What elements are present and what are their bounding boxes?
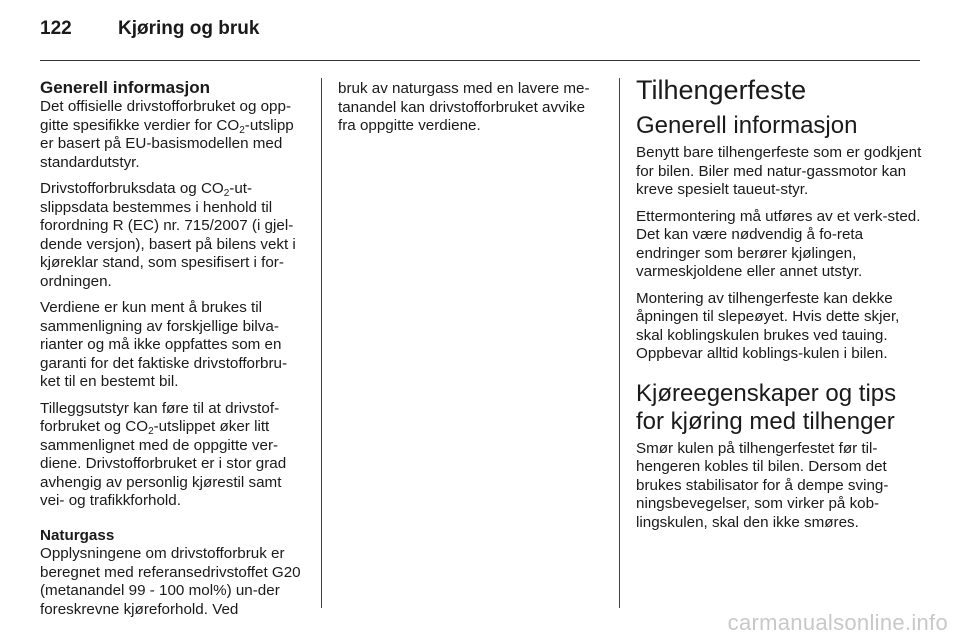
chapter-title: Kjøring og bruk: [118, 18, 260, 39]
section-heading: Kjøreegenskaper og tips for kjøring med tilhenger: [636, 379, 897, 435]
header-rule: [40, 60, 920, 61]
paragraph: Benytt bare tilhengerfeste som er godkjent for bilen. Biler med natur-gassmotor kan kreve spesielt taueut-styr.: [636, 144, 922, 198]
column-middle: [338, 80, 602, 144]
paragraph: Opplysningene om drivstofforbruk er beregnet med referansedrivstoffet G20 (metanandel 99 - 100 mol%) un-der foreskrevne kjøreforhold. Ved: [40, 545, 301, 618]
page-number: 122: [40, 18, 72, 39]
column-divider: [619, 78, 620, 608]
paragraph: Verdiene er kun ment å brukes til sammenligning av forskjellige bilva-rianter og må ikke oppfattes som en garanti for det faktiske drivstofforbru-ket til en bestemt bil.: [40, 299, 288, 390]
watermark: carmanualsonline.info: [727, 610, 948, 635]
column-divider: [321, 78, 322, 608]
paragraph: Montering av tilhengerfeste kan dekke åpningen til slepeøyet. Hvis dette skjer, skal koblingskulen brukes ved tauing. Oppbevar alltid koblings-kulen i bilen.: [636, 289, 900, 362]
page-header: [40, 18, 259, 48]
column-right: [636, 74, 922, 540]
paragraph: Tilleggsutstyr kan føre til at drivstof-forbruket og $CO_2$-utslippet øker litt sammenlignet med de oppgitte ver-diene. Drivstofforbruket er i stor grad avhengig av personlig kjørestil samt vei- og trafikkforhold.: [40, 399, 287, 509]
paragraph: Smør kulen på tilhengerfestet før til-hengeren kobles til bilen. Dersom det brukes stabilisator for å dempe sving-ningsbevegelser, som virker på kob-lingskulen, skal den ikke smøres.: [636, 439, 889, 531]
column-left: [40, 78, 306, 627]
paragraph: bruk av naturgass med en lavere me-tanandel kan drivstofforbruket avvike fra oppgitte verdiene.: [338, 80, 590, 134]
paragraph: Drivstofforbruksdata og $CO_2-ut$-slippsdata bestemmes i henhold til forordning R (EC) nr. 715/2007 (i gjel-dende versjon), basert på bilens vekt i kjøreklar stand, som spesifisert i for-ordningen.: [40, 180, 296, 290]
paragraph: Det offisielle drivstofforbruket og opp-gitte spesifikke verdier for $CO_2$-utslipp er basert på EU-basismodellen med standardutstyr.: [40, 98, 294, 171]
section-heading: Generell informasjon: [636, 112, 858, 139]
section-heading: Generell informasjon: [40, 78, 211, 97]
paragraph: Ettermontering må utføres av et verk-sted. Det kan være nødvendig å fo-reta endringer som berører kjølingen, varmeskjoldene eller annet utstyr.: [636, 207, 921, 280]
section-title: Tilhengerfeste: [636, 75, 807, 105]
minor-heading: Naturgass: [40, 526, 115, 544]
